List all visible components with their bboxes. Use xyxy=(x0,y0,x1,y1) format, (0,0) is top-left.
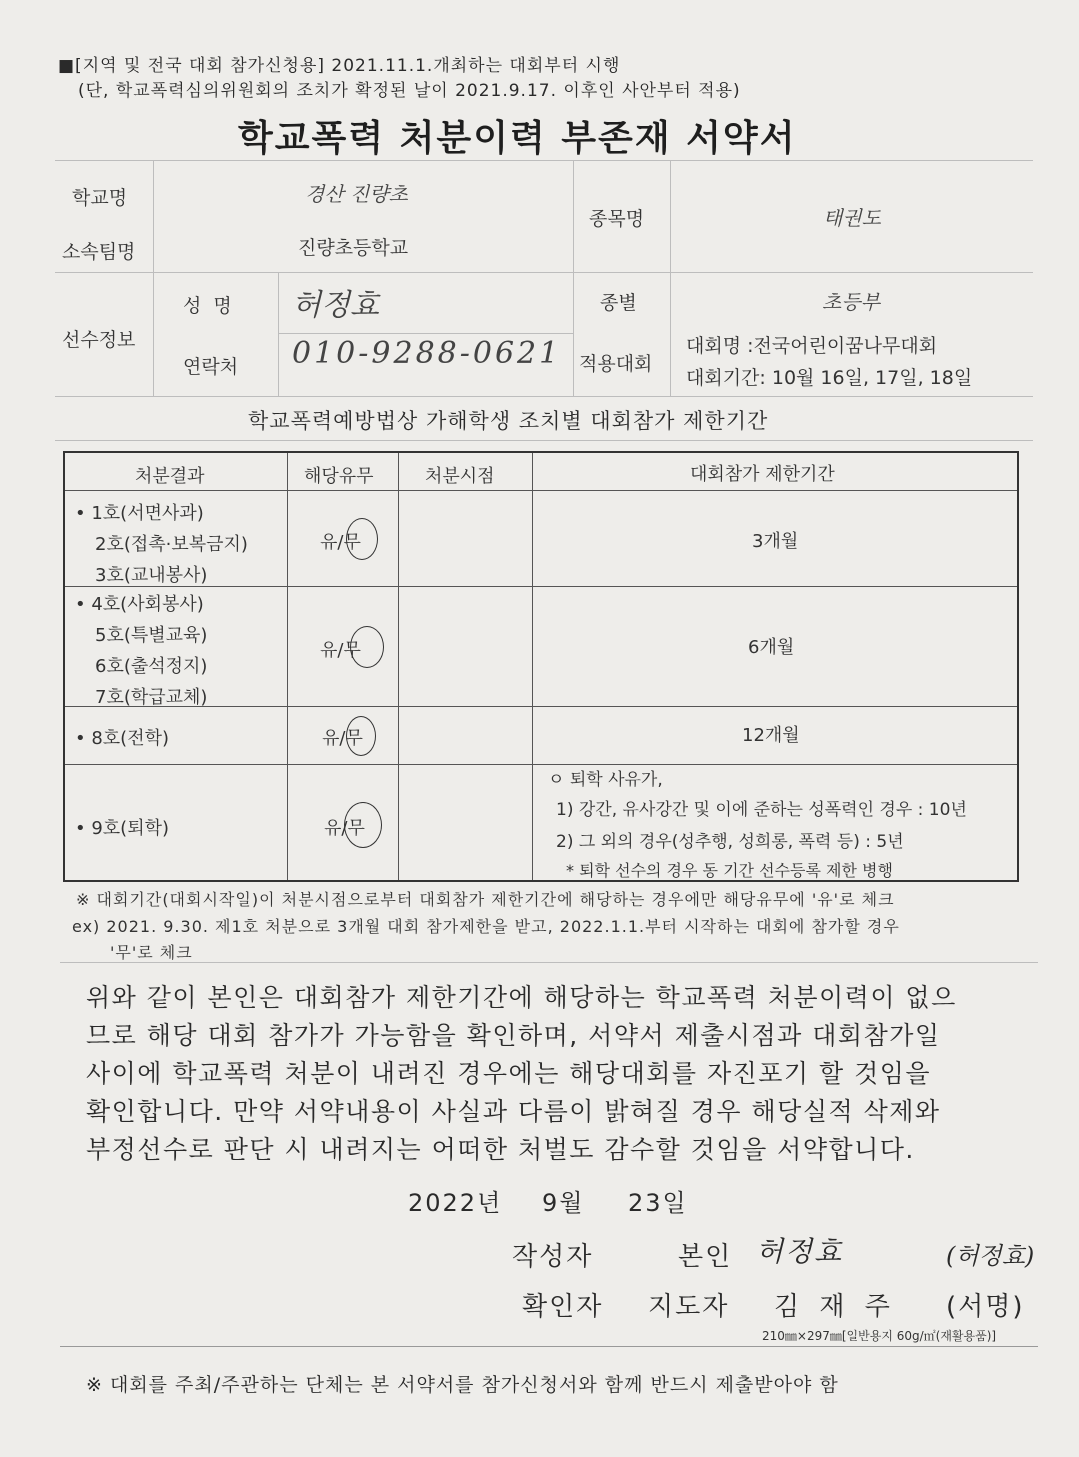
document-title: 학교폭력 처분이력 부존재 서약서 xyxy=(238,118,797,159)
table-vline-1 xyxy=(287,453,288,880)
info-vline-4 xyxy=(670,160,671,396)
notes-rule xyxy=(60,962,1038,963)
event-label: 종목명 xyxy=(589,208,645,230)
confirm-label: 확인자 xyxy=(522,1292,604,1322)
section-rule xyxy=(55,440,1033,441)
info-inner-rule xyxy=(278,333,573,334)
row-rule-2 xyxy=(65,706,1017,707)
header-disposition-date: 처분시점 xyxy=(425,466,495,487)
row4-period-line-2: 1) 강간, 유사강간 및 이에 준하는 성폭력인 경우 : 10년 xyxy=(556,800,967,820)
pledge-line-3: 사이에 학교폭력 처분이 내려진 경우에는 해당대회를 자진포기 할 것임을 xyxy=(86,1059,932,1088)
row2-check: 유/무 xyxy=(320,640,361,661)
date-day: 23일 xyxy=(628,1189,688,1217)
row3-circle-mark xyxy=(346,716,376,756)
player-info-label: 선수정보 xyxy=(62,329,136,351)
row1-item-1: • 1호(서면사과) xyxy=(75,503,204,524)
row3-period: 12개월 xyxy=(742,725,800,746)
school-value: 경산 진량초 xyxy=(305,182,408,206)
row4-check: 유/무 xyxy=(324,818,365,839)
row4-period-line-3: 2) 그 외의 경우(성추행, 성희롱, 폭력 등) : 5년 xyxy=(556,832,904,852)
row2-item-4: 7호(학급교체) xyxy=(95,687,208,708)
coach-signature-placeholder: (서명) xyxy=(946,1292,1025,1322)
division-label: 종별 xyxy=(600,292,637,314)
info-vline-2 xyxy=(278,272,279,396)
info-top-rule xyxy=(55,160,1033,161)
writer-label: 작성자 xyxy=(512,1242,594,1272)
phone-value: 010-9288-0621 xyxy=(292,336,562,371)
self-label: 본인 xyxy=(678,1242,733,1272)
coach-label: 지도자 xyxy=(648,1292,730,1322)
table-vline-2 xyxy=(398,453,399,880)
row3-item-1: • 8호(전학) xyxy=(75,728,169,749)
pledge-line-2: 므로 해당 대회 참가가 가능함을 확인하며, 서약서 제출시점과 대회참가일 xyxy=(86,1021,941,1050)
team-label: 소속팀명 xyxy=(62,241,136,263)
row4-item-1: • 9호(퇴학) xyxy=(75,818,169,839)
row2-item-1: • 4호(사회봉사) xyxy=(75,594,204,615)
self-name-handwritten: 허정효 xyxy=(756,1235,844,1268)
pledge-line-4: 확인합니다. 만약 서약내용이 사실과 다름이 밝혀질 경우 해당실적 삭제와 xyxy=(86,1097,941,1126)
info-vline-1 xyxy=(153,160,154,396)
header-restriction-period: 대회참가 제한기간 xyxy=(690,464,835,485)
note-line-2: ex) 2021. 9.30. 제1호 처분으로 3개월 대회 참가제한을 받고, 2022.1.1.부터 시작하는 대회에 참가할 경우 xyxy=(72,917,900,936)
date-month: 9월 xyxy=(542,1189,585,1217)
coach-name: 김 재 주 xyxy=(774,1292,896,1322)
pledge-line-5: 부정선수로 판단 시 내려지는 어떠한 처벌도 감수할 것임을 서약합니다. xyxy=(86,1135,915,1164)
pledge-line-1: 위와 같이 본인은 대회참가 제한기간에 해당하는 학교폭력 처분이력이 없으 xyxy=(86,983,957,1012)
row4-circle-mark xyxy=(344,802,382,848)
row1-item-2: 2호(접촉·보복금지) xyxy=(95,534,248,555)
header-applicable: 해당유무 xyxy=(304,466,374,487)
note-line-3: '무'로 체크 xyxy=(110,943,193,962)
row1-period: 3개월 xyxy=(752,531,799,552)
self-signature: (허정효) xyxy=(946,1242,1035,1270)
event-value: 태권도 xyxy=(823,206,881,230)
name-label: 성 명 xyxy=(183,295,232,317)
row3-check: 유/무 xyxy=(322,728,363,749)
division-value: 초등부 xyxy=(822,290,880,314)
table-vline-3 xyxy=(532,453,533,880)
paper-spec: 210㎜×297㎜[일반용지 60g/㎡(재활용품)] xyxy=(762,1329,997,1343)
school-label: 학교명 xyxy=(72,187,128,209)
phone-label: 연락처 xyxy=(183,356,239,378)
comp-name: 대회명 :전국어린이꿈나무대회 xyxy=(686,335,938,357)
row1-circle-mark xyxy=(346,518,378,560)
row4-period-line-4: * 퇴학 선수의 경우 동 기간 선수등록 제한 병행 xyxy=(566,861,893,880)
row-rule-3 xyxy=(65,764,1017,765)
row2-period: 6개월 xyxy=(748,637,795,658)
name-value: 허정효 xyxy=(292,288,379,323)
team-value: 진량초등학교 xyxy=(298,237,409,259)
table-header-rule xyxy=(65,490,1017,491)
section-title: 학교폭력예방법상 가해학생 조치별 대회참가 제한기간 xyxy=(248,409,769,433)
info-bottom-rule xyxy=(55,396,1033,397)
row2-circle-mark xyxy=(350,626,384,668)
applied-comp-label: 적용대회 xyxy=(579,353,653,375)
row2-item-3: 6호(출석정지) xyxy=(95,656,208,677)
comp-period: 대회기간: 10월 16일, 17일, 18일 xyxy=(686,367,973,389)
note-line-1: ※ 대회기간(대회시작일)이 처분시점으로부터 대회참가 제한기간에 해당하는 경우에만 해당유무에 '유'로 체크 xyxy=(76,890,895,909)
row1-check: 유/무 xyxy=(320,532,361,553)
row2-item-2: 5호(특별교육) xyxy=(95,625,208,646)
row-rule-1 xyxy=(65,586,1017,587)
footer-note: ※ 대회를 주최/주관하는 단체는 본 서약서를 참가신청서와 함께 반드시 제출받아야 함 xyxy=(86,1374,839,1396)
date-year: 2022년 xyxy=(408,1189,503,1217)
info-vline-3 xyxy=(573,160,574,396)
header-result: 처분결과 xyxy=(135,466,205,487)
footer-rule xyxy=(60,1346,1038,1347)
header-line-2: (단, 학교폭력심의위원회의 조치가 확정된 날이 2021.9.17. 이후인 사안부터 적용) xyxy=(78,81,741,101)
header-line-1: ■[지역 및 전국 대회 참가신청용] 2021.11.1.개최하는 대회부터 시행 xyxy=(58,56,621,76)
row4-period-line-1: ㅇ 퇴학 사유가, xyxy=(548,770,663,790)
info-mid-rule xyxy=(55,272,1033,273)
row1-item-3: 3호(교내봉사) xyxy=(95,565,208,586)
